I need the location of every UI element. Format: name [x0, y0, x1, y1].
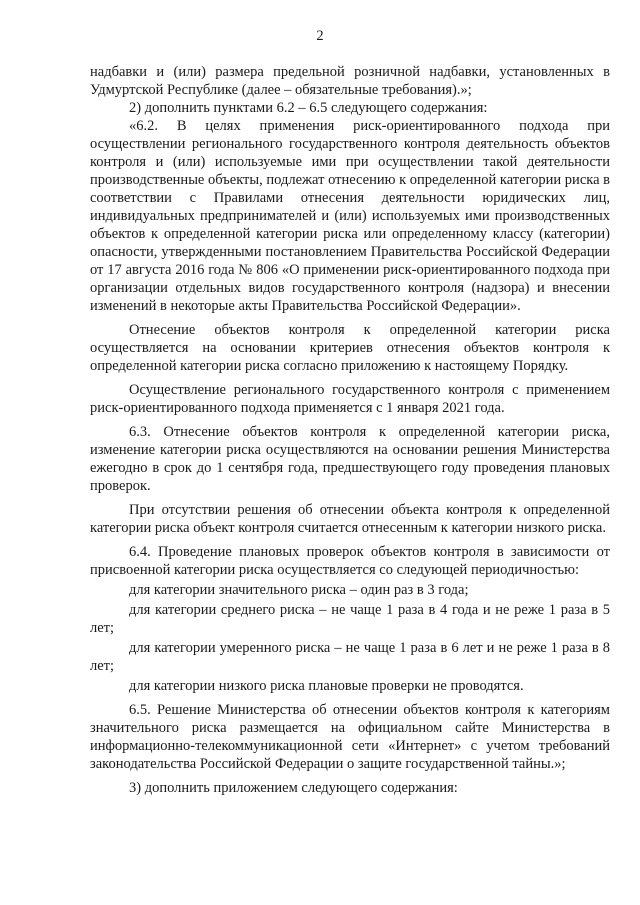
paragraph-risk-control-start: Осуществление регионального государственного контроля с применением риск-ориентированного подхода применяется с 1 января 2021 года. — [90, 382, 610, 416]
list-item-medium-risk: для категории среднего риска – не чаще 1 раза в 4 года и не реже 1 раза в 5 лет; — [90, 602, 610, 636]
list-item-moderate-risk: для категории умеренного риска – не чаще 1 раза в 6 лет и не реже 1 раза в 8 лет; — [90, 640, 610, 674]
document-body — [90, 63, 610, 797]
paragraph-6-2: «6.2. В целях применения риск-ориентированного подхода при осуществлении регионального государственного контроля деятельность объектов контроля и (или) используемые ими при осуществлении такой деятельности производственные объекты, подлежат отнесению к определенной категории риска в соответствии с Правилами отнесения деятельности юридических лиц, индивидуальных предпринимателей и (или) используемых ими производственных объектов к определенной категории риска или определенному классу (категории) опасности, утвержденными постановлением Правительства Российской Федерации от 17 августа 2016 года № 806 «О применении риск-ориентированного подхода при организации отдельных видов государственного контроля (надзора) и внесении изменений в некоторые акты Правительства Российской Федерации». — [90, 118, 610, 314]
paragraph-amendment-2: 2) дополнить пунктами 6.2 – 6.5 следующего содержания: — [129, 100, 488, 116]
page-number: 2 — [316, 28, 324, 44]
paragraph-6-4: 6.4. Проведение плановых проверок объектов контроля в зависимости от присвоенной категории риска осуществляется со следующей периодичностью: — [90, 544, 610, 578]
list-item-low-risk: для категории низкого риска плановые проверки не проводятся. — [129, 678, 524, 694]
paragraph-continuation: надбавки и (или) размера предельной розничной надбавки, установленных в Удмуртской Республике (далее – обязательные требования).»; — [90, 64, 610, 98]
paragraph-6-5: 6.5. Решение Министерства об отнесении объектов контроля к категориям значительного риска размещается на официальном сайте Министерства в информационно-телекоммуникационной сети «Интернет» с учетом требований законодательства Российской Федерации о защите государственной тайны.»; — [90, 702, 610, 772]
list-item-significant-risk: для категории значительного риска – один раз в 3 года; — [129, 582, 469, 598]
paragraph-amendment-3: 3) дополнить приложением следующего содержания: — [129, 780, 458, 796]
paragraph-6-3: 6.3. Отнесение объектов контроля к определенной категории риска, изменение категории риска осуществляются на основании решения Министерства ежегодно в срок до 1 сентября года, предшествующего году проведения плановых проверок. — [90, 424, 610, 494]
paragraph-risk-assignment: Отнесение объектов контроля к определенной категории риска осуществляется на основании критериев отнесения объектов контроля к определенной категории риска согласно приложению к настоящему Порядку. — [90, 322, 610, 374]
paragraph-no-decision: При отсутствии решения об отнесении объекта контроля к определенной категории риска объект контроля считается отнесенным к категории низкого риска. — [90, 502, 610, 536]
